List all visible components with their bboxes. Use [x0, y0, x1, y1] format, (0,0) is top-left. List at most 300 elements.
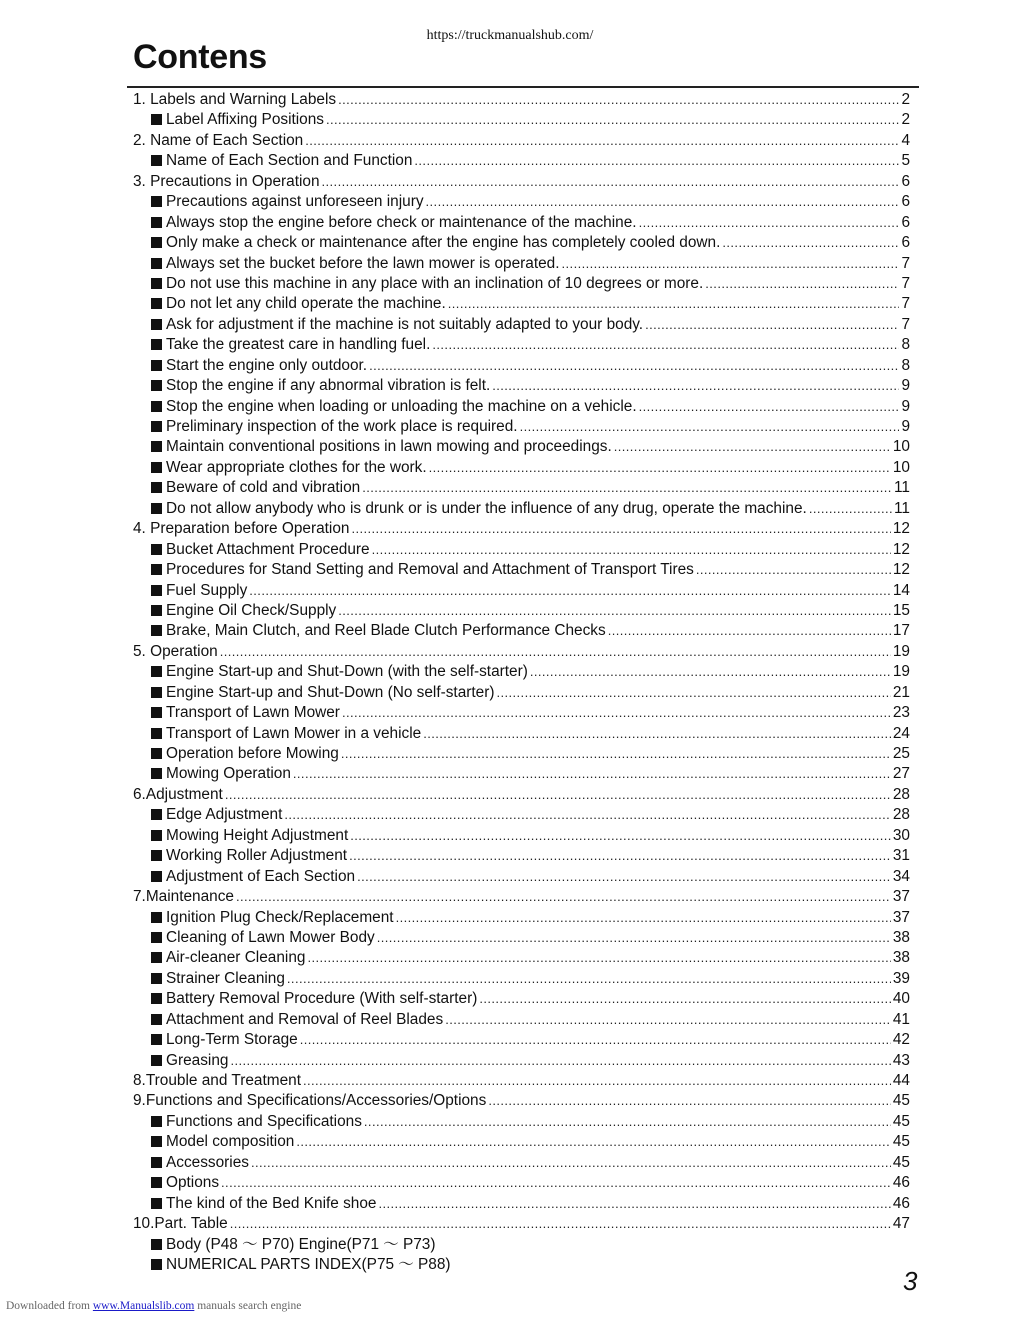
toc-entry-text: Maintain conventional positions in lawn mowing and proceedings.	[166, 438, 612, 456]
toc-page-number: 11	[894, 499, 910, 517]
toc-subsection-entry[interactable]	[133, 151, 910, 171]
toc-subsection-entry[interactable]	[133, 1051, 910, 1071]
toc-entry-label	[133, 1032, 298, 1047]
toc-subsection-entry[interactable]	[133, 581, 910, 601]
toc-subsection-entry[interactable]	[133, 356, 910, 376]
toc-entry-text: Working Roller Adjustment	[166, 847, 348, 865]
toc-entry-label	[133, 194, 424, 209]
source-url[interactable]: https://truckmanualshub.com/	[426, 28, 594, 43]
dot-leader	[364, 1115, 891, 1128]
dot-leader	[296, 1135, 891, 1148]
toc-entry-text: 10.Part. Table	[133, 1215, 228, 1233]
toc-entry-label	[133, 92, 336, 107]
dot-leader	[639, 216, 900, 229]
toc-page-number: 37	[892, 908, 910, 926]
toc-subsection-entry[interactable]	[133, 1173, 910, 1193]
toc-entry-text: Always stop the engine before check or maintenance of the machine.	[166, 213, 637, 231]
toc-page-number: 19	[892, 663, 910, 681]
dot-leader	[357, 870, 891, 883]
toc-page-number: 15	[892, 601, 910, 619]
toc-entry-text: 6.Adjustment	[133, 785, 223, 803]
toc-section-entry[interactable]	[133, 785, 910, 805]
toc-subsection-entry[interactable]	[133, 621, 910, 641]
toc-page-number: 24	[892, 724, 910, 742]
bullet-square-icon	[151, 830, 162, 841]
dot-leader	[287, 972, 891, 985]
toc-entry-text: Name of Each Section and Function	[166, 152, 413, 170]
toc-entry-label	[133, 1216, 228, 1231]
bullet-square-icon	[151, 319, 162, 330]
bullet-square-icon	[151, 401, 162, 412]
dot-leader	[326, 113, 899, 126]
toc-subsection-entry[interactable]	[133, 703, 910, 723]
toc-page-number: 47	[892, 1215, 910, 1233]
bullet-square-icon	[151, 932, 162, 943]
toc-page-number: 14	[892, 581, 910, 599]
toc-entry-text: Accessories	[166, 1153, 249, 1171]
toc-entry-label	[133, 419, 518, 434]
dot-leader	[307, 951, 890, 964]
toc-subsection-entry[interactable]	[133, 1235, 910, 1255]
toc-entry-label	[133, 1073, 301, 1088]
toc-entry-label	[133, 664, 528, 679]
toc-entry-label	[133, 1155, 249, 1170]
toc-page-number: 27	[892, 765, 910, 783]
toc-section-entry[interactable]	[133, 642, 910, 662]
bullet-square-icon	[151, 687, 162, 698]
bullet-square-icon	[151, 155, 162, 166]
toc-page-number: 19	[892, 642, 910, 660]
toc-entry-label	[133, 726, 421, 741]
toc-page-number: 6	[901, 213, 910, 231]
bullet-square-icon	[151, 380, 162, 391]
toc-entry-label	[133, 1134, 294, 1149]
toc-page-number: 38	[892, 949, 910, 967]
bullet-square-icon	[151, 258, 162, 269]
table-of-contents	[133, 90, 910, 1275]
toc-subsection-entry[interactable]	[133, 335, 910, 355]
toc-subsection-entry[interactable]	[133, 908, 910, 928]
toc-entry-label	[133, 828, 348, 843]
toc-entry-label	[133, 766, 291, 781]
bullet-square-icon	[151, 1177, 162, 1188]
toc-entry-text: Operation before Mowing	[166, 745, 339, 762]
dot-leader	[230, 1054, 890, 1067]
dot-leader	[426, 195, 900, 208]
toc-subsection-entry[interactable]	[133, 213, 910, 233]
toc-page-number: 37	[892, 888, 910, 906]
dot-leader	[448, 297, 900, 310]
toc-subsection-entry[interactable]	[133, 683, 910, 703]
toc-entry-text: Engine Oil Check/Supply	[166, 601, 337, 619]
toc-entry-text: 2. Name of Each Section	[133, 131, 304, 149]
toc-subsection-entry[interactable]	[133, 294, 910, 314]
toc-page-number: 9	[901, 418, 910, 435]
footer-link[interactable]: www.Manualslib.com	[92, 1300, 195, 1312]
dot-leader	[351, 522, 890, 535]
dot-leader	[423, 727, 891, 740]
footer-suffix: manuals search engine	[197, 1300, 302, 1312]
toc-entry-label	[133, 950, 305, 965]
download-footer	[6, 1300, 301, 1312]
bullet-square-icon	[151, 973, 162, 984]
toc-page-number: 38	[892, 928, 910, 946]
bullet-square-icon	[151, 1198, 162, 1209]
title-divider	[127, 86, 919, 88]
bullet-square-icon	[151, 748, 162, 759]
bullet-square-icon	[151, 585, 162, 596]
toc-entry-label	[133, 174, 320, 189]
toc-subsection-entry[interactable]	[133, 744, 910, 764]
toc-subsection-entry[interactable]	[133, 1010, 910, 1030]
toc-entry-label	[133, 112, 324, 127]
dot-leader	[362, 481, 892, 494]
toc-subsection-entry[interactable]	[133, 417, 910, 437]
toc-entry-label	[133, 337, 430, 352]
toc-section-entry[interactable]	[133, 887, 910, 907]
toc-entry-label	[133, 562, 694, 577]
toc-subsection-entry[interactable]	[133, 662, 910, 682]
toc-subsection-entry[interactable]	[133, 110, 910, 130]
bullet-square-icon	[151, 728, 162, 739]
dot-leader	[221, 1176, 891, 1189]
dot-leader	[284, 808, 891, 821]
toc-entry-text: Take the greatest care in handling fuel.	[166, 336, 431, 354]
dot-leader	[350, 829, 891, 842]
toc-page-number: 28	[892, 785, 910, 803]
toc-entry-text: Engine Start-up and Shut-Down (with the self-starter)	[166, 663, 528, 681]
toc-page-number: 10	[892, 458, 910, 476]
toc-entry-text: Battery Removal Procedure (With self-starter)	[166, 990, 478, 1008]
toc-entry-text: Transport of Lawn Mower in a vehicle	[166, 724, 422, 742]
toc-entry-text: 1. Labels and Warning Labels	[133, 91, 337, 108]
dot-leader	[496, 686, 890, 699]
toc-entry-text: Do not let any child operate the machine.	[166, 295, 446, 313]
toc-subsection-entry[interactable]	[133, 1030, 910, 1050]
toc-entry-text: Brake, Main Clutch, and Reel Blade Clutch Performance Checks	[166, 622, 606, 640]
toc-page-number: 8	[901, 336, 910, 354]
toc-subsection-entry[interactable]	[133, 928, 910, 948]
dot-leader	[225, 788, 891, 801]
toc-subsection-entry[interactable]	[133, 499, 910, 519]
toc-subsection-entry[interactable]	[133, 867, 910, 887]
dot-leader	[349, 849, 891, 862]
toc-subsection-entry[interactable]	[133, 1112, 910, 1132]
toc-entry-text: Ignition Plug Check/Replacement	[166, 908, 394, 926]
toc-entry-text: Long-Term Storage	[166, 1031, 298, 1049]
bullet-square-icon	[151, 503, 162, 514]
toc-section-entry[interactable]	[133, 90, 910, 110]
dot-leader	[488, 1094, 891, 1107]
toc-subsection-entry[interactable]	[133, 846, 910, 866]
toc-entry-text: Mowing Height Adjustment	[166, 826, 349, 844]
toc-entry-text: Only make a check or maintenance after the engine has completely cooled down.	[166, 234, 721, 252]
toc-entry-text: NUMERICAL PARTS INDEX(P75 ～ P88)	[166, 1255, 451, 1273]
toc-entry-text: Body (P48 ～ P70) Engine(P71 ～ P73)	[166, 1235, 436, 1253]
toc-entry-label	[133, 542, 370, 557]
toc-entry-label	[133, 1114, 362, 1129]
toc-subsection-entry[interactable]	[133, 1194, 910, 1214]
toc-section-entry[interactable]	[133, 1091, 910, 1111]
toc-page-number: 2	[901, 91, 910, 108]
toc-entry-label	[133, 705, 340, 720]
dot-leader	[303, 1074, 891, 1087]
toc-entry-text: Stop the engine when loading or unloading the machine on a vehicle.	[166, 397, 637, 415]
page-number: 3	[903, 1266, 918, 1296]
toc-page-number: 23	[892, 704, 910, 722]
toc-subsection-entry[interactable]	[133, 254, 910, 274]
toc-entry-label	[133, 971, 285, 986]
toc-page-number: 45	[892, 1092, 910, 1110]
toc-page-number: 9	[901, 397, 910, 415]
dot-leader	[230, 1217, 891, 1230]
dot-leader	[614, 440, 891, 453]
toc-entry-text: Beware of cold and vibration	[166, 479, 361, 497]
toc-page-number: 5	[901, 152, 910, 170]
dot-leader	[338, 93, 899, 106]
toc-section-entry[interactable]	[133, 131, 910, 151]
toc-entry-text: Label Affixing Positions	[166, 111, 325, 129]
toc-subsection-entry[interactable]	[133, 437, 910, 457]
dot-leader	[305, 134, 899, 147]
toc-subsection-entry[interactable]	[133, 274, 910, 294]
toc-entry-label	[133, 889, 234, 904]
dot-leader	[562, 257, 900, 270]
bullet-square-icon	[151, 809, 162, 820]
bullet-square-icon	[151, 912, 162, 923]
toc-subsection-entry[interactable]	[133, 397, 910, 417]
toc-page-number: 41	[892, 1010, 910, 1028]
dot-leader	[432, 338, 899, 351]
toc-entry-text: Edge Adjustment	[166, 806, 283, 824]
bullet-square-icon	[151, 462, 162, 473]
bullet-square-icon	[151, 625, 162, 636]
toc-page-number: 6	[901, 193, 910, 211]
toc-page-number: 12	[892, 561, 910, 579]
toc-page-number: 7	[901, 295, 910, 313]
dot-leader	[251, 1156, 891, 1169]
toc-entry-label	[133, 378, 490, 393]
toc-entry-label	[133, 644, 218, 659]
toc-page-number: 7	[901, 315, 910, 333]
toc-page-number: 28	[892, 806, 910, 824]
bullet-square-icon	[151, 666, 162, 677]
toc-entry-label	[133, 869, 355, 884]
dot-leader	[530, 665, 891, 678]
toc-subsection-entry[interactable]	[133, 478, 910, 498]
toc-page-number: 46	[892, 1174, 910, 1192]
toc-entry-text: Engine Start-up and Shut-Down (No self-starter)	[166, 683, 495, 701]
toc-entry-label	[133, 1175, 219, 1190]
toc-entry-text: Precautions against unforeseen injury	[166, 193, 424, 211]
toc-entry-text: Options	[166, 1174, 220, 1192]
toc-page-number: 17	[892, 622, 910, 640]
bullet-square-icon	[151, 278, 162, 289]
bullet-square-icon	[151, 707, 162, 718]
dot-leader	[236, 890, 891, 903]
dot-leader	[445, 1013, 891, 1026]
toc-entry-label	[133, 276, 703, 291]
toc-entry-label	[133, 480, 360, 495]
toc-entry-label	[133, 807, 282, 822]
toc-section-entry[interactable]	[133, 519, 910, 539]
toc-page-number: 42	[892, 1031, 910, 1049]
toc-subsection-entry[interactable]	[133, 764, 910, 784]
toc-page-number: 12	[892, 520, 910, 538]
toc-page-number: 44	[892, 1072, 910, 1089]
toc-subsection-entry[interactable]	[133, 989, 910, 1009]
toc-entry-label	[133, 1012, 443, 1027]
toc-subsection-entry[interactable]	[133, 315, 910, 335]
toc-entry-label	[133, 991, 477, 1006]
toc-entry-text: Do not use this machine in any place with an inclination of 10 degrees or more.	[166, 274, 704, 292]
toc-entry-text: Fuel Supply	[166, 581, 248, 599]
bullet-square-icon	[151, 1116, 162, 1127]
toc-entry-text: Do not allow anybody who is drunk or is under the influence of any drug, operate the machine.	[166, 499, 807, 517]
toc-entry-label	[133, 133, 303, 148]
bullet-square-icon	[151, 1055, 162, 1066]
toc-page-number: 7	[901, 274, 910, 292]
toc-page-number: 8	[901, 356, 910, 374]
toc-entry-text: Transport of Lawn Mower	[166, 704, 340, 722]
toc-subsection-entry[interactable]	[133, 724, 910, 744]
toc-section-entry[interactable]	[133, 172, 910, 192]
toc-entry-label	[133, 583, 247, 598]
toc-page-number: 45	[892, 1133, 910, 1151]
toc-entry-label	[133, 521, 349, 536]
bullet-square-icon	[151, 1239, 162, 1250]
toc-entry-label	[133, 1196, 376, 1211]
footer-prefix: Downloaded from	[6, 1300, 90, 1312]
toc-entry-label	[133, 787, 223, 802]
toc-entry-text: Air-cleaner Cleaning	[166, 949, 306, 967]
bullet-square-icon	[151, 564, 162, 575]
toc-subsection-entry[interactable]	[133, 948, 910, 968]
dot-leader	[341, 747, 891, 760]
toc-subsection-entry[interactable]	[133, 969, 910, 989]
toc-subsection-entry[interactable]	[133, 601, 910, 621]
toc-entry-text: Bucket Attachment Procedure	[166, 540, 370, 558]
toc-entry-label	[133, 501, 807, 516]
toc-page-number: 40	[892, 990, 910, 1008]
toc-subsection-entry[interactable]	[133, 805, 910, 825]
dot-leader	[249, 584, 891, 597]
toc-page-number: 21	[892, 683, 910, 701]
dot-leader	[429, 461, 891, 474]
toc-entry-label	[133, 1237, 435, 1252]
toc-page-number: 6	[901, 172, 910, 190]
toc-page-number: 2	[901, 111, 910, 129]
bullet-square-icon	[151, 850, 162, 861]
toc-entry-text: Functions and Specifications	[166, 1112, 362, 1130]
bullet-square-icon	[151, 544, 162, 555]
toc-entry-text: Greasing	[166, 1051, 229, 1069]
toc-entry-text: 5. Operation	[133, 642, 218, 660]
toc-entry-text: 7.Maintenance	[133, 888, 234, 906]
toc-subsection-entry[interactable]	[133, 826, 910, 846]
toc-subsection-entry[interactable]	[133, 458, 910, 478]
toc-page-number: 6	[901, 234, 910, 252]
toc-entry-text: The kind of the Bed Knife shoe	[166, 1194, 377, 1212]
toc-subsection-entry[interactable]	[133, 1132, 910, 1152]
toc-page-number: 39	[892, 969, 910, 987]
toc-page-number: 12	[892, 540, 910, 558]
dot-leader	[342, 706, 891, 719]
bullet-square-icon	[151, 421, 162, 432]
dot-leader	[809, 502, 892, 515]
bullet-square-icon	[151, 1014, 162, 1025]
dot-leader	[322, 175, 900, 188]
toc-page-number: 31	[892, 847, 910, 865]
toc-section-entry[interactable]	[133, 1214, 910, 1234]
bullet-square-icon	[151, 441, 162, 452]
toc-entry-label	[133, 358, 367, 373]
toc-entry-text: Model composition	[166, 1133, 295, 1151]
toc-subsection-entry[interactable]	[133, 192, 910, 212]
toc-subsection-entry[interactable]	[133, 1153, 910, 1173]
toc-entry-text: 3. Precautions in Operation	[133, 172, 320, 190]
toc-entry-text: Adjustment of Each Section	[166, 867, 356, 885]
bullet-square-icon	[151, 482, 162, 493]
bullet-square-icon	[151, 1157, 162, 1168]
toc-entry-label	[133, 930, 375, 945]
dot-leader	[369, 359, 899, 372]
dot-leader	[377, 931, 891, 944]
bullet-square-icon	[151, 339, 162, 350]
toc-entry-label	[133, 746, 339, 761]
bullet-square-icon	[151, 196, 162, 207]
toc-entry-text: Mowing Operation	[166, 765, 291, 783]
toc-entry-label	[133, 1093, 486, 1108]
toc-subsection-entry[interactable]	[133, 1255, 910, 1275]
toc-page-number: 43	[892, 1051, 910, 1069]
bullet-square-icon	[151, 1136, 162, 1147]
bullet-square-icon	[151, 871, 162, 882]
dot-leader	[705, 277, 899, 290]
toc-subsection-entry[interactable]	[133, 560, 910, 580]
toc-entry-label	[133, 256, 560, 271]
toc-entry-label	[133, 685, 494, 700]
toc-page-number: 30	[892, 826, 910, 844]
dot-leader	[639, 400, 900, 413]
dot-leader	[520, 420, 900, 433]
toc-entry-label	[133, 296, 446, 311]
toc-section-entry[interactable]	[133, 1071, 910, 1091]
toc-entry-label	[133, 235, 720, 250]
toc-entry-text: Always set the bucket before the lawn mower is operated.	[166, 254, 560, 272]
toc-page-number: 9	[901, 377, 910, 395]
toc-entry-label	[133, 1257, 451, 1272]
toc-entry-label	[133, 215, 637, 230]
bullet-square-icon	[151, 605, 162, 616]
toc-entry-text: Strainer Cleaning	[166, 969, 285, 987]
toc-entry-label	[133, 399, 637, 414]
toc-entry-text: 8.Trouble and Treatment	[133, 1072, 301, 1089]
toc-entry-text: Wear appropriate clothes for the work.	[166, 458, 427, 476]
toc-entry-label	[133, 910, 394, 925]
bullet-square-icon	[151, 237, 162, 248]
toc-subsection-entry[interactable]	[133, 540, 910, 560]
toc-entry-text: 4. Preparation before Operation	[133, 520, 350, 538]
toc-entry-label	[133, 317, 643, 332]
toc-entry-text: Stop the engine if any abnormal vibration is felt.	[166, 377, 491, 395]
toc-entry-text: Preliminary inspection of the work place is required.	[166, 418, 518, 435]
toc-entry-text: Attachment and Removal of Reel Blades	[166, 1010, 444, 1028]
toc-subsection-entry[interactable]	[133, 233, 910, 253]
toc-subsection-entry[interactable]	[133, 376, 910, 396]
dot-leader	[645, 318, 899, 331]
bullet-square-icon	[151, 360, 162, 371]
